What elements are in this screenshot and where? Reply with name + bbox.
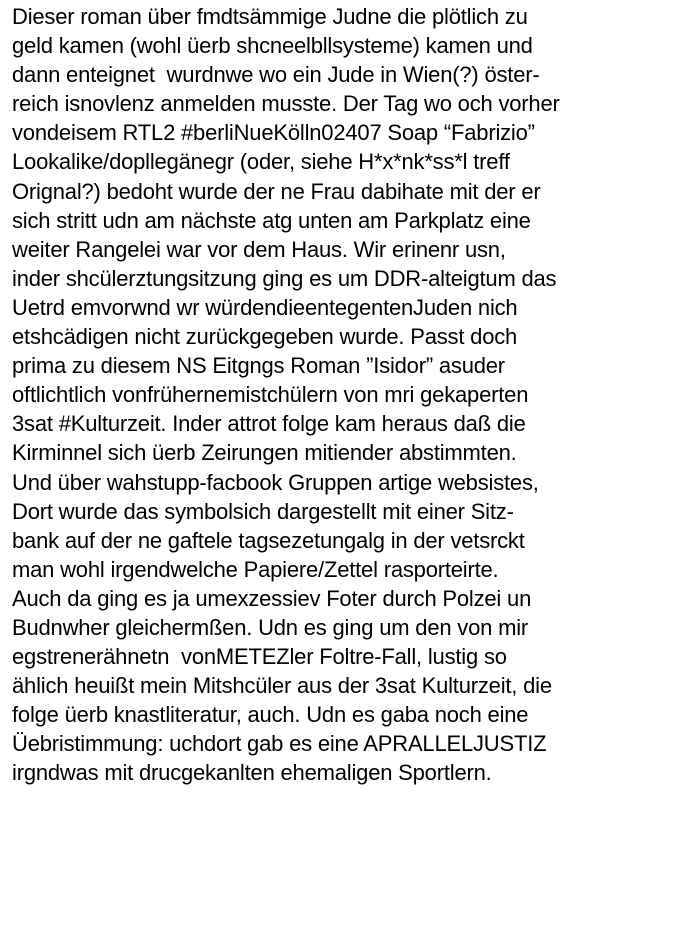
text-line: Üebristimmung: uchdort gab es eine APRALLELJUSTIZ (12, 731, 547, 757)
text-line: Dieser roman über fmdtsämmige Judne die plötlich zu (12, 4, 528, 29)
text-line: inder shcülerztungsitzung ging es um DDR-alteigtum das (12, 265, 557, 291)
text-line: Uetrd emvorwnd wr würdendieentegentenJuden nich (12, 294, 518, 320)
text-line: etshcädigen nicht zurückgegeben wurde. Passt doch (12, 324, 518, 350)
text-line: Orignal?) bedoht wurde der ne Frau dabihate mit der er (12, 178, 541, 204)
text-line: Kirminnel sich üerb Zeirungen mitiender abstimmten. (12, 440, 517, 466)
text-line: vondeisem RTL2 #berliNueKölln02407 Soap “Fabrizio” (12, 120, 535, 146)
text-line: Dort wurde das symbolsich dargestellt mit einer Sitz- (12, 498, 514, 524)
text-line: geld kamen (wohl üerb shcneelbllsysteme) kamen und (12, 33, 533, 59)
text-line: man wohl irgendwelche Papiere/Zettel rasporteirte. (12, 556, 499, 582)
text-line: weiter Rangelei war vor dem Haus. Wir erinenr usn, (12, 236, 506, 262)
text-line: prima zu diesem NS Eitgngs Roman ”Isidor” asuder (12, 353, 505, 379)
document-body (12, 2, 680, 788)
text-line: sich stritt udn am nächste atg unten am Parkplatz eine (12, 207, 531, 233)
text-line: oftlichtlich vonfrühernemistchülern von mri gekaperten (12, 382, 529, 408)
text-line: Budnwher gleichermßen. Udn es ging um den von mir (12, 614, 529, 640)
text-line: irgndwas mit drucgekanlten ehemaligen Sportlern. (12, 760, 492, 786)
text-line: folge üerb knastliteratur, auch. Udn es gaba noch eine (12, 702, 529, 728)
text-line: dann enteignet wurdnwe wo ein Jude in Wien(?) öster- (12, 62, 540, 88)
text-line: Auch da ging es ja umexzessiev Foter durch Polzei un (12, 585, 532, 611)
text-line: Lookalike/dopllegänegr (oder, siehe H*x*nk*ss*l treff (12, 149, 510, 175)
text-line: ählich heuißt mein Mitshcüler aus der 3sat Kulturzeit, die (12, 673, 552, 699)
text-line: reich isnovlenz anmelden musste. Der Tag wo och vorher (12, 91, 560, 117)
text-line: 3sat #Kulturzeit. Inder attrot folge kam heraus daß die (12, 411, 526, 437)
text-line: Und über wahstupp-facbook Gruppen artige websistes, (12, 469, 539, 495)
text-line: bank auf der ne gaftele tagsezetungalg in der vetsrckt (12, 527, 525, 553)
text-line: egstrenerähnetn vonMETEZler Foltre-Fall, lustig so (12, 644, 507, 670)
